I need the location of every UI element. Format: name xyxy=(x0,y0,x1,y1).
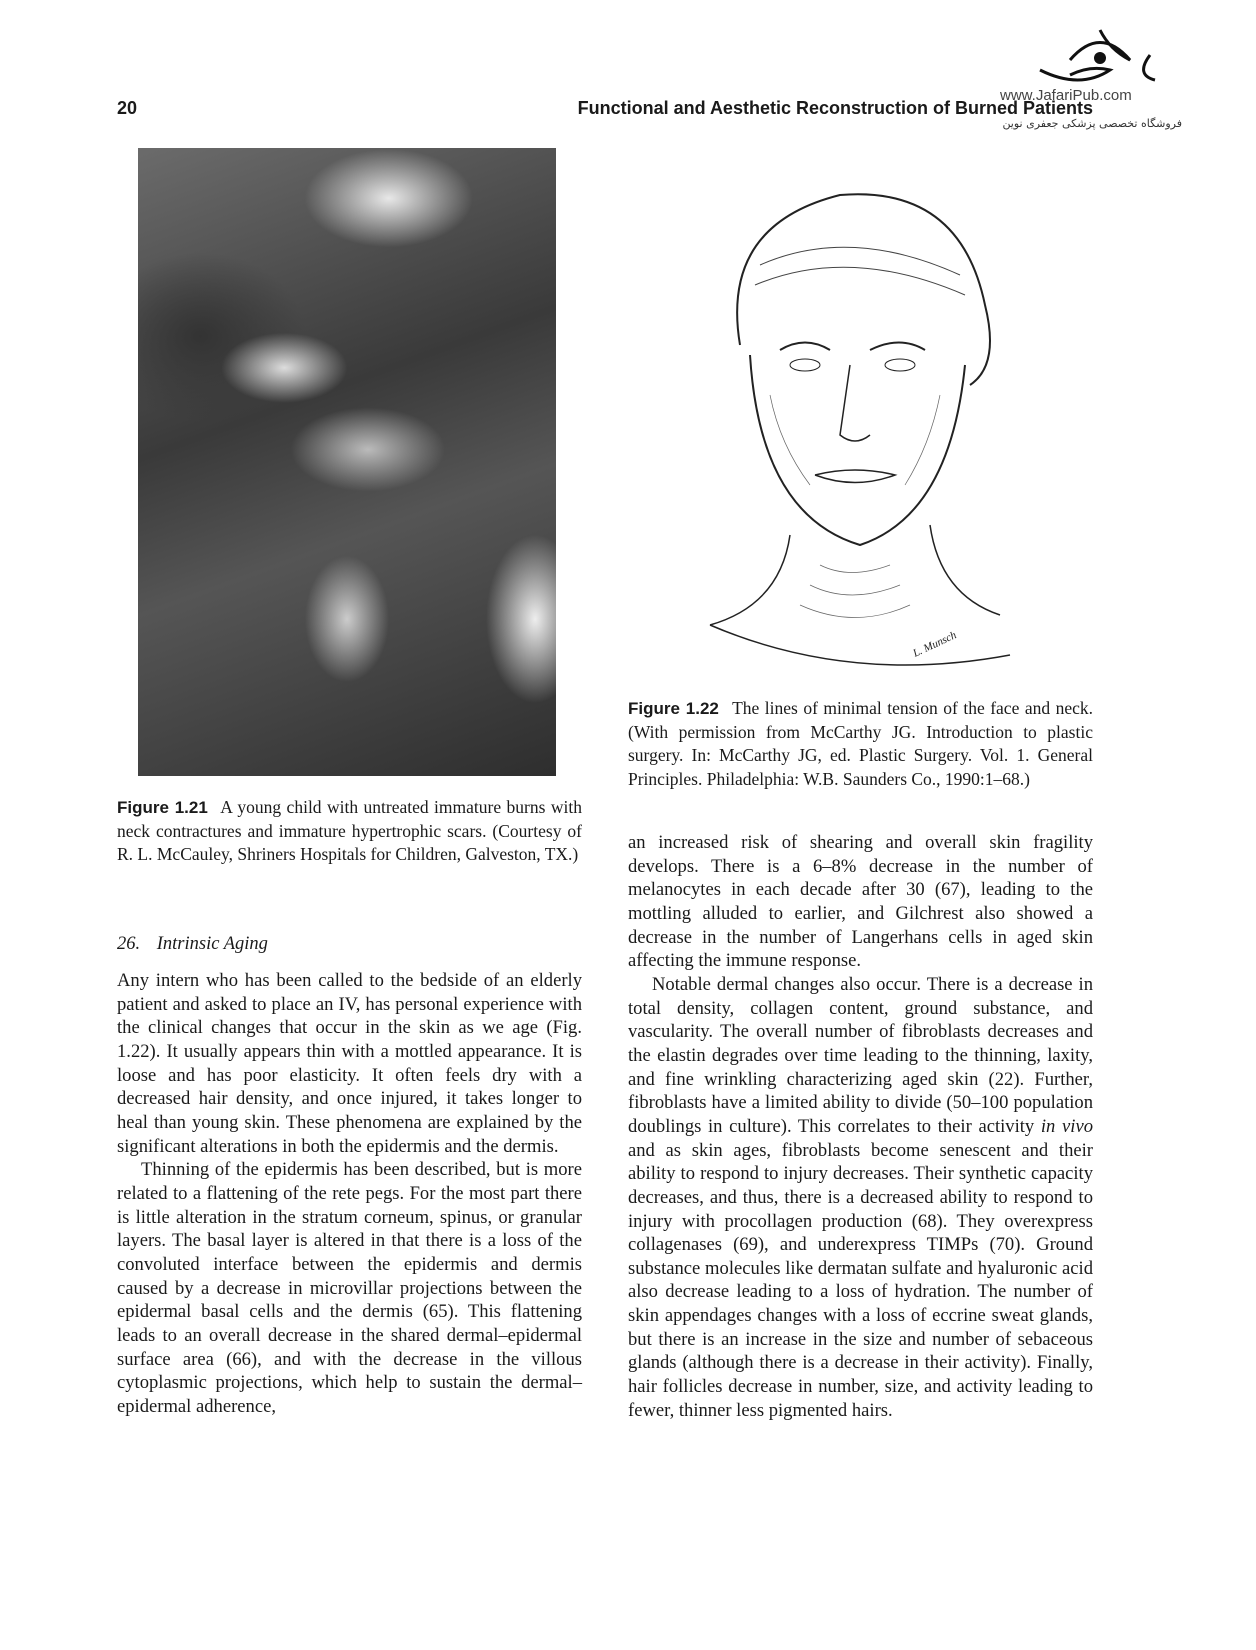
artist-signature: L. Munsch xyxy=(911,629,959,660)
figure-1-22-caption xyxy=(628,697,1093,791)
watermark-logo xyxy=(1000,20,1190,140)
right-column xyxy=(628,831,1093,1422)
left-column xyxy=(117,969,582,1418)
watermark-persian-text: فروشگاه تخصصی پزشکی جعفری نوین xyxy=(1002,117,1182,130)
text-run: and as skin ages, fibroblasts become senescent and their ability to respond to injury decreases. Their synthetic capacity decreases, and thus, there is a decreased ability to respond to injury with procollagen production (68). They overexpress collagenases (69), and underexpress TIMPs (70). Ground substance molecules like dermatan sulfate and hyaluronic acid also decrease leading to a loss of hydration. The number of skin appendages changes with a loss of eccrine sweat glands, but there is an increase in the size and number of sebaceous glands (although there is a decrease in their activity). Finally, hair follicles decrease in number, size, and activity leading to fewer, thinner less pigmented hairs. xyxy=(628,1139,1093,1421)
text-run: Notable dermal changes also occur. There is a decrease in total density, collagen content, ground substance, and vascularity. The overall number of fibroblasts decreases and the elastin degrades over time leading to the thinning, laxity, and fine wrinkling characterizing aged skin (22). Further, fibroblasts have a limited ability to divide (50–100 population doublings in culture). This correlates to their activity xyxy=(628,973,1093,1137)
figure-1-21-caption xyxy=(117,796,582,867)
running-title: Functional and Aesthetic Reconstruction of Burned Patients xyxy=(577,98,1093,118)
figure-1-22-drawing xyxy=(700,185,1015,690)
section-title: Intrinsic Aging xyxy=(156,934,268,954)
paragraph: an increased risk of shearing and overall skin fragility develops. There is a 6–8% decrease in the number of melanocytes in each decade after 30 (67), leading to the mottling alluded to earlier, and Gilchrest also showed a decrease in the number of Langerhans cells in aged skin affecting the immune response. xyxy=(628,832,1093,972)
watermark-url: www.JafariPub.com xyxy=(1000,87,1132,104)
paragraph xyxy=(628,973,1093,1422)
caption-text: The lines of minimal tension of the face and neck. (With permission from McCarthy JG. Introduction to plastic surgery. In: McCarthy JG, ed. Plastic Surgery. Vol. 1. General Principles. Philadelphia: W.B. Saunders Co., 1990:1–68.) xyxy=(628,698,1094,789)
section-heading xyxy=(117,934,268,955)
figure-label: Figure 1.21 xyxy=(117,798,208,817)
caption-text: A young child with untreated immature burns with neck contractures and immature hypertrophic scars. (Courtesy of R. L. McCauley, Shriners Hospitals for Children, Galveston, TX.) xyxy=(117,797,582,865)
italic-term: in vivo xyxy=(1040,1115,1093,1137)
paragraph: Thinning of the epidermis has been described, but is more related to a flattening of the rete pegs. For the most part there is little alteration in the stratum corneum, spinus, or granular layers. The basal layer is altered in that there is a loss of the convoluted interface between the epidermis and dermis caused by a decrease in microvillar projections between the epidermal basal cells and the dermis (65). This flattening leads to an overall decrease in the shared dermal–epidermal surface area (66), and with the decrease in the villous cytoplasmic projections, which help to sustain the dermal–epidermal adherence, xyxy=(117,1159,582,1417)
section-number: 26. xyxy=(117,934,141,954)
figure-1-21-photo xyxy=(138,148,556,776)
page-number: 20 xyxy=(117,98,138,118)
figure-label: Figure 1.22 xyxy=(628,699,719,718)
publisher-logo-icon xyxy=(1000,20,1190,90)
paragraph: Any intern who has been called to the bedside of an elderly patient and asked to place an IV, has personal experience with the clinical changes that occur in the skin as we age (Fig. 1.22). It usually appears thin with a mottled appearance. It is loose and has poor elasticity. It often feels dry with a decreased hair density, and once injured, it takes longer to heal than young skin. These phenomena are explained by the significant alterations in both the epidermis and the dermis. xyxy=(117,970,582,1157)
